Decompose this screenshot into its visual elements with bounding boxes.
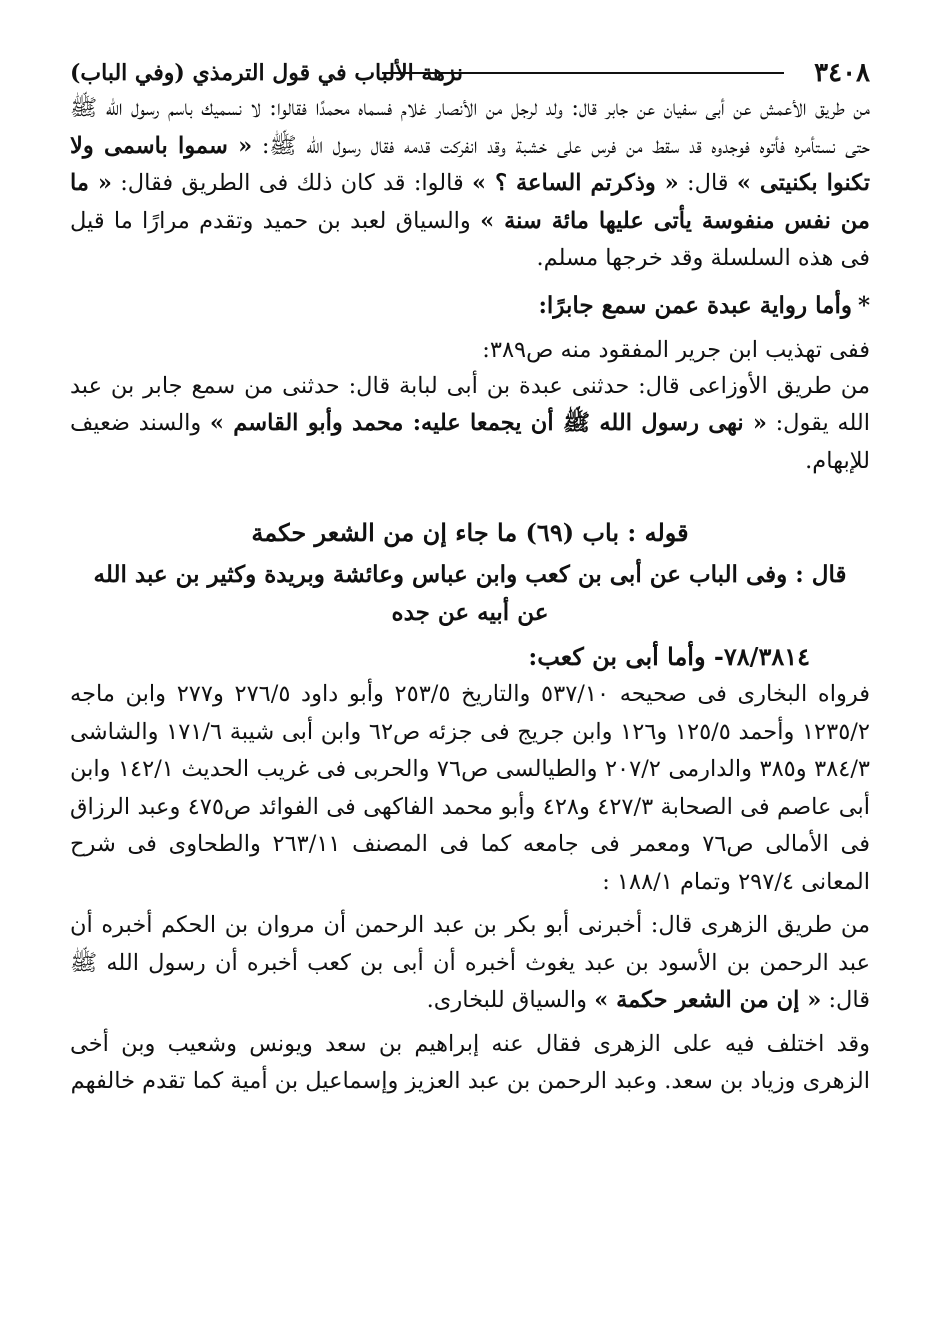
text-span: قال:: [678, 170, 737, 196]
paragraph-zuhri: [70, 907, 870, 1020]
text-span: من طريق الزهرى قال: أخبرنى أبو بكر بن عبد الرحمن أن مروان بن الحكم أخبره أن عبد الرحمن بن الأسود بن عبد يغوث أخبره أن أبى بن كعب أخبره أن رسول الله ﷺ قال:: [70, 912, 870, 1013]
hadith-quote: « إن من الشعر حكمة »: [594, 987, 822, 1013]
text-span: قالوا: قد كان ذلك فى الطريق فقال:: [111, 170, 473, 196]
text-span: والسند ضعيف للإبهام.: [70, 410, 870, 474]
hadith-quote: « ما من نفس منفوسة يأتى عليها مائة سنة »: [70, 170, 870, 234]
chapter-subheading: قال : وفى الباب عن أبى بن كعب وابن عباس وعائشة وبريدة وكثير بن عبد الله عن أبيه عن جده: [93, 561, 847, 626]
running-title: نزهة الألباب في قول الترمذي (وفي الباب): [70, 60, 464, 86]
text-span: والسياق للبخارى.: [426, 987, 595, 1013]
chapter-heading: قوله : باب (٦٩) ما جاء إن من الشعر حكمة: [251, 518, 689, 547]
page-header: [70, 50, 870, 90]
page-number: ٣٤٠٨: [814, 58, 870, 88]
reference-line: ففى تهذيب ابن جرير المفقود منه ص٣٨٩:: [482, 336, 870, 363]
hadith-quote: « سموا باسمى ولا تكنوا بكنيتى »: [70, 132, 870, 196]
hadith-quote: « وذكرتم الساعة ؟ »: [472, 170, 679, 196]
paragraph-awzai: [70, 368, 870, 481]
subheading-text: وأما رواية عبدة عمن سمع جابرًا:: [538, 291, 852, 319]
subheading-abdah: [70, 288, 870, 324]
hadith-quote: « نهى رسول الله ﷺ أن يجمعا عليه: محمد وأبو القاسم »: [209, 410, 767, 436]
text-span: من طريق الأوزاعى قال: حدثنى عبدة بن أبى لبابة قال: حدثنى من سمع جابر بن عبد الله يقول:: [70, 372, 870, 436]
text-span: والسياق لعبد بن حميد وتقدم مرارًا ما قيل فى هذه السلسلة وقد خرجها مسلم.: [70, 207, 870, 271]
paragraph-jabir-hadith: [70, 90, 870, 278]
paragraph-sources: فرواه البخارى فى صحيحه ٥٣٧/١٠ والتاريخ ٢٥٣/٥ وأبو داود ٢٧٦/٥ و٢٧٧ وابن ماجه ١٢٣٥/٢ وأحمد ١٢٥/٥ و١٢٦ وابن جريج فى جزئه ص٦٢ وابن أبى شيبة ١٧١/٦ والشاشى ٣٨٤/٣ و٣٨٥ والدارمى ٢٠٧/٢ والطيالسى ص٧٦ والحربى فى غريب الحديث ١٤٢/١ وابن أبى عاصم فى الصحابة ٤٢٧/٣ و٤٢٨ وأبو محمد الفاكهى فى الفوائد ص٤٧٥ وعبد الرزاق فى الأمالى ص٧٦ ومعمر فى جامعه كما فى المصنف ٢٦٣/١١ والطحاوى فى شرح المعانى ٢٩٧/٤ وتمام ١٨٨/١ :: [70, 681, 870, 895]
star-icon: *: [857, 291, 870, 319]
paragraph-disagreement: وقد اختلف فيه على الزهرى فقال عنه إبراهيم بن سعد ويونس وشعيب وبن أخى الزهرى وزياد بن سعد. وعبد الرحمن بن عبد العزيز وإسماعيل بن أمية كما تقدم خالفهم: [70, 1030, 870, 1094]
section-heading: ٧٨/٣٨١٤- وأما أبى بن كعب:: [528, 642, 810, 671]
book-page: [70, 50, 870, 1101]
text-span: من طريق الأعمش عن أبى سفيان عن جابر قال: ولد لرجل من الأنصار غلام فسماه محمدًا فقالوا: لا نسميك باسم رسول الله ﷺ حتى نستأمره فأتوه فوجدوه قد سقط من فرس على خشبة وقد انفركت قدمه فقال رسول الله ﷺ:: [70, 95, 870, 159]
